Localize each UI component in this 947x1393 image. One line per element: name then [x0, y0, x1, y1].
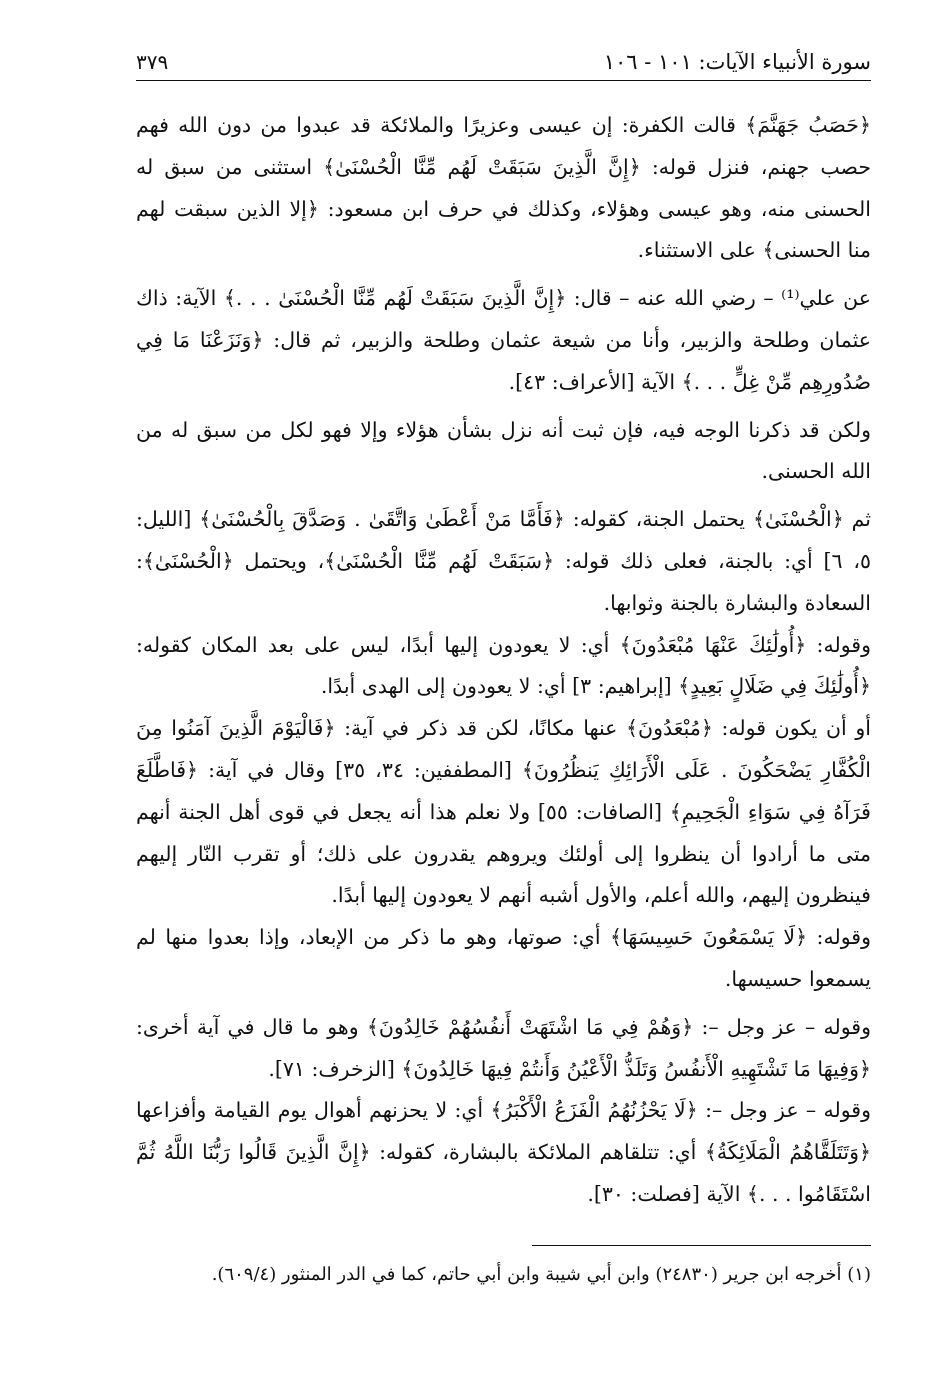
paragraph: أو أن يكون قوله: ﴿مُبْعَدُونَ﴾ عنها مكانًا، لكن قد ذكر في آية: ﴿فَالْيَوْمَ الَّذِينَ آمَنُوا مِنَ الْكُفَّارِ يَضْحَكُونَ . عَلَى الْأَرَائِكِ يَنظُرُونَ﴾ [المطففين: ٣٤، ٣٥] وقال في آية: ﴿فَاطَّلَعَ فَرَآهُ فِي سَوَاءِ الْجَحِيمِ﴾ [الصافات: ٥٥] ولا نعلم هذا أنه يجعل في قوى أهل الجنة أنهم متى ما أرادوا أن ينظروا إلى أولئك ويروهم يقدرون على ذلك؛ أو تقرب النّار إليهم فينظرون إليهم، والله أعلم، والأول أشبه أنهم لا يعودون إليها أبدًا.	[136, 716, 871, 908]
paragraph: وقوله: ﴿لَا يَسْمَعُونَ حَسِيسَهَا﴾ أي: صوتها، وهو ما ذكر من الإبعاد، وإذا بعدوا منها لم يسمعوا حسيسها.	[136, 925, 871, 991]
page-number: ٣٧٩	[136, 50, 169, 74]
footnote: (١) أخرجه ابن جرير (٢٤٨٣٠) وابن أبي شيبة وابن أبي حاتم، كما في الدر المنثور (٦٠٩/٤).	[211, 1264, 871, 1285]
paragraph: عن علي⁽¹⁾ – رضي الله عنه – قال: ﴿إِنَّ الَّذِينَ سَبَقَتْ لَهُم مِّنَّا الْحُسْنَىٰ . . .﴾ الآية: ذاك عثمان وطلحة والزبير، وأنا من شيعة عثمان وطلحة والزبير، ثم قال: ﴿وَنَزَعْنَا مَا فِي صُدُورِهِم مِّنْ غِلٍّ . . .﴾ الآية [الأعراف: ٤٣].	[136, 286, 871, 394]
page	[136, 50, 871, 1216]
paragraph: وقوله – عز وجل –: ﴿وَهُمْ فِي مَا اشْتَهَتْ أَنفُسُهُمْ خَالِدُونَ﴾ وهو ما قال في آية أخرى: ﴿وَفِيهَا مَا تَشْتَهِيهِ الْأَنفُسُ وَتَلَذُّ الْأَعْيُنُ وَأَنتُمْ فِيهَا خَالِدُونَ﴾ [الزخرف: ٧١].	[136, 1014, 871, 1081]
paragraph: ﴿حَصَبُ جَهَنَّمَ﴾ قالت الكفرة: إن عيسى وعزيرًا والملائكة قد عبدوا من دون الله فهم حصب جهنم، فنزل قوله: ﴿إِنَّ الَّذِينَ سَبَقَتْ لَهُم مِّنَّا الْحُسْنَىٰ﴾ استثنى من سبق له الحسنى منه، وهو عيسى وهؤلاء، وكذلك في حرف ابن مسعود: ﴿إلا الذين سبقت لهم منا الحسنى﴾ على الاستثناء.	[136, 113, 871, 263]
paragraph: وقوله: ﴿أُولَٰئِكَ عَنْهَا مُبْعَدُونَ﴾ أي: لا يعودون إليها أبدًا، ليس على بعد المكان كقوله: ﴿أُولَٰئِكَ فِي ضَلَالٍ بَعِيدٍ﴾ [إبراهيم: ٣] أي: لا يعودون إلى الهدى أبدًا.	[136, 632, 871, 699]
paragraph: ولكن قد ذكرنا الوجه فيه، فإن ثبت أنه نزل بشأن هؤلاء وإلا فهو لكل من سبق له من الله الحسنى.	[136, 417, 871, 484]
paragraph: وقوله – عز وجل –: ﴿لَا يَحْزُنُهُمُ الْفَزَعُ الْأَكْبَرُ﴾ أي: لا يحزنهم أهوال يوم القيامة وأفزاعها ﴿وَتَتَلَقَّاهُمُ الْمَلَائِكَةُ﴾ أي: تتلقاهم الملائكة بالبشارة، كقوله: ﴿إِنَّ الَّذِينَ قَالُوا رَبُّنَا اللَّهُ ثُمَّ اسْتَقَامُوا . . .﴾ الآية [فصلت: ٣٠].	[136, 1098, 871, 1206]
running-header	[136, 50, 871, 81]
footnote-divider	[532, 1245, 871, 1246]
paragraph: ثم ﴿الْحُسْنَىٰ﴾ يحتمل الجنة، كقوله: ﴿فَأَمَّا مَنْ أَعْطَىٰ وَاتَّقَىٰ . وَصَدَّقَ بِالْحُسْنَىٰ﴾ [الليل: ٥، ٦] أي: بالجنة، فعلى ذلك قوله: ﴿سَبَقَتْ لَهُم مِّنَّا الْحُسْنَىٰ﴾، ويحتمل ﴿الْحُسْنَىٰ﴾: السعادة والبشارة بالجنة وثوابها.	[136, 507, 871, 615]
chapter-title: سورة الأنبياء الآيات: ١٠١ - ١٠٦	[603, 50, 871, 74]
body-text	[136, 105, 871, 1216]
